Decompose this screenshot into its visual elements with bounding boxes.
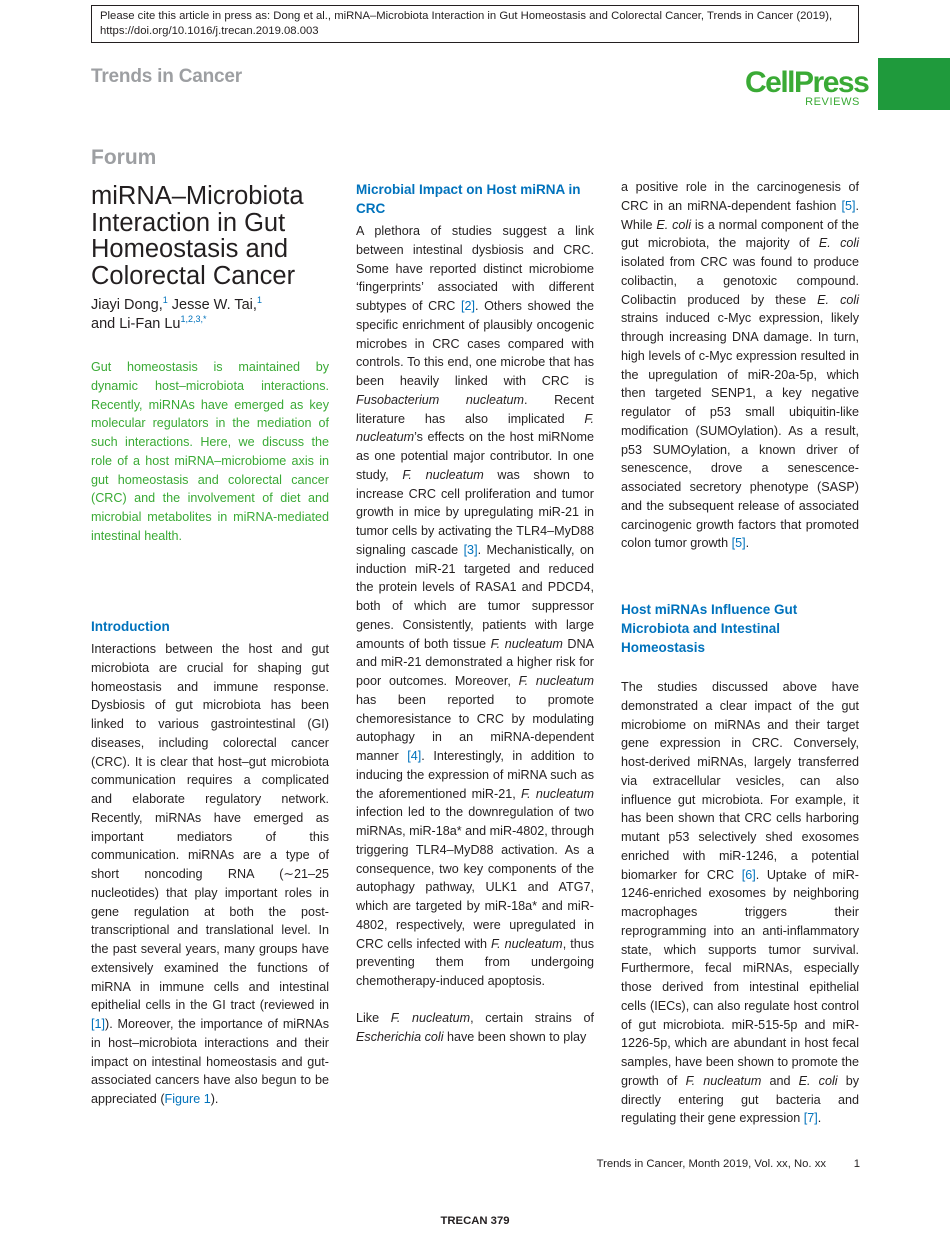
journal-name: Trends in Cancer	[91, 66, 242, 87]
page-number: 1	[853, 1158, 860, 1170]
author-list	[91, 296, 341, 334]
author-name: Jesse W. Tai,	[167, 297, 257, 313]
reference-link[interactable]: [4]	[407, 749, 422, 763]
paragraph: a positive role in the carcinogenesis of CRC in an miRNA-dependent fashion [5]. While E. coli is a normal component of the gut microbiota, the majority of E. coli isolated from CRC was found to produce colibactin, a genotoxic compound. Colibactin produced by these E. coli strains induced c-Myc expression, likely through increasing DNA damage. In turn, high levels of c-Myc expression resulted in the upregulation of miR-20a-5p, which then targeted SENP1, a key negative regulator of p53 small ubiquitin-like modification (SUMOylation). As a result, p53 SUMOylation, a known driver of senescence, drove a senescence-associated secretory phenotype (SASP) and the subsequent release of associated carcinogenic growth factors that promoted colon tumor growth [5].	[621, 180, 860, 551]
figure-link[interactable]: Figure 1	[164, 1092, 211, 1106]
affiliation-link[interactable]: 1,2,3,	[180, 314, 204, 325]
reference-link[interactable]: [7]	[803, 1111, 818, 1126]
article-title: miRNA–Microbiota Interaction in Gut Homeostasis and Colorectal Cancer	[91, 182, 304, 290]
logo-sub-text: REVIEWS	[805, 96, 860, 108]
footer-journal-info: Trends in Cancer, Month 2019, Vol. xx, No. xx	[596, 1158, 826, 1170]
reference-link[interactable]: [6]	[741, 867, 756, 882]
article-id: TRECAN 379	[440, 1215, 510, 1227]
microbial-impact-text	[356, 222, 594, 1046]
citation-notice: Please cite this article in press as: Dong et al., miRNA–Microbiota Interaction in Gut Homeostasis and Colorectal Cancer, Trends in Cancer (2019), https://doi.org/10.1016/j.trecan.2019.08.003	[91, 5, 859, 43]
author-name: Jiayi Dong,	[91, 297, 163, 313]
section-label: Forum	[91, 146, 157, 169]
reference-link[interactable]: [5]	[841, 198, 856, 213]
affiliation-link[interactable]: 1	[162, 295, 168, 306]
section-heading-introduction: Introduction	[91, 619, 170, 634]
affiliation-link[interactable]: 1	[256, 295, 262, 306]
introduction-text	[91, 640, 329, 1109]
paragraph: Interactions between the host and gut microbiota are crucial for shaping gut homeostasis and immune response. Dysbiosis of gut microbiota has been linked to various gastrointestinal (GI) diseases, including colorectal cancer (CRC). It is clear that host–gut microbiota communication requires a complicated and elaborate regulatory network. Recently, miRNAs have emerged as important mediators of this communication. miRNAs are a type of short noncoding RNA (∼21–25 nucleotides) that play important roles in gene regulation at both the post-transcriptional and translational level. In the past several years, many groups have extensively examined the functions of miRNA in immune cells and intestinal epithelial cells in the GI tract (reviewed in [1]). Moreover, the importance of miRNAs in host–microbiota interactions and their impact on intestinal homeostasis and gut-associated cancers have also begun to be appreciated (Figure 1).	[91, 642, 329, 1106]
reference-link[interactable]: [3]	[463, 542, 478, 557]
section-heading-host-mirnas: Host miRNAs Influence Gut Microbiota and Intestinal Homeostasis	[621, 602, 798, 655]
paragraph: The studies discussed above have demonstrated a clear impact of the gut microbiome on miRNAs and their target gene expression in CRC. Conversely, host-derived miRNAs, largely transferred via extracellular vesicles, can also influence gut microbiota. For example, it has been shown that CRC cells harboring mutant p53 selectively shed exosomes enriched with miR-1246, a potential biomarker for CRC [6]. Uptake of miR-1246-enriched exosomes by neighboring macrophages triggers their reprogramming into an anti-inflammatory state, which supports tumor survival. Furthermore, fecal miRNAs, especially those derived from intestinal epithelial cells (IECs), can also regulate host control of gut microbiota. miR-515-5p and miR-1226-5p, which are abundant in host fecal samples, have been shown to promote the growth of F. nucleatum and E. coli by directly entering gut bacteria and regulating their gene expression [7].	[621, 680, 859, 1126]
green-edge-tab	[878, 58, 950, 110]
cellpress-logo	[745, 66, 869, 108]
paragraph: A plethora of studies suggest a link between intestinal dysbiosis and CRC. Some have reported distinct microbiome ‘fingerprints’ associated with different subtypes of CRC [2]. Others showed the specific enrichment of plausibly oncogenic microbes in CRC cases compared with controls. To this end, one microbe that has been heavily linked with CRC is Fusobacterium nucleatum. Recent literature has also implicated F. nucleatum’s effects on the host miRNome as one potential major contributor. In one study, F. nucleatum was shown to increase CRC cell proliferation and tumor growth in mice by upregulating miR-21 in tumor cells by activating the TLR4–MyD88 signaling cascade [3]. Mechanistically, on induction miR-21 targeted and reduced the protein levels of RASA1 and PDCD4, both of which are tumor suppressor genes. Consistently, patients with large amounts of both tissue F. nucleatum DNA and miR-21 demonstrated a higher risk for poor outcomes. Moreover, F. nucleatum has been reported to promote chemoresistance to CRC by modulating autophagy in an miRNA-dependent manner [4]. Interestingly, in addition to inducing the expression of miRNA such as the aforementioned miR-21, F. nucleatum infection led to the downregulation of two miRNAs, miR-18a* and miR-4802, through triggering TLR4–MyD88 activation. As a consequence, two key components of the autophagy pathway, ULK1 and ATG7, which are targeted by miR-18a* and miR-4802, respectively, were upregulated in CRC cells infected with F. nucleatum, thus preventing them from undergoing chemotherapy-induced apoptosis.	[356, 224, 595, 988]
corresponding-author-link[interactable]: *	[203, 314, 207, 325]
abstract: Gut homeostasis is maintained by dynamic host–microbiota interactions. Recently, miRNAs have emerged as key molecular regulators in the mediation of such interactions. Here, we discuss the role of a host miRNA–microbiome axis in gut homeostasis and colorectal cancer (CRC) and the involvement of diet and microbial metabolites in miRNA-mediated intestinal health.	[91, 360, 329, 543]
reference-link[interactable]: [5]	[731, 536, 746, 551]
author-name: and Li-Fan Lu	[91, 316, 181, 332]
reference-link[interactable]: [1]	[91, 1017, 106, 1031]
reference-link[interactable]: [2]	[460, 299, 475, 313]
section-heading-microbial-impact: Microbial Impact on Host miRNA in CRC	[356, 182, 581, 216]
paragraph: Like F. nucleatum, certain strains of Escherichia coli have been shown to play	[356, 1010, 594, 1044]
logo-main-text: CellPress	[745, 66, 869, 99]
